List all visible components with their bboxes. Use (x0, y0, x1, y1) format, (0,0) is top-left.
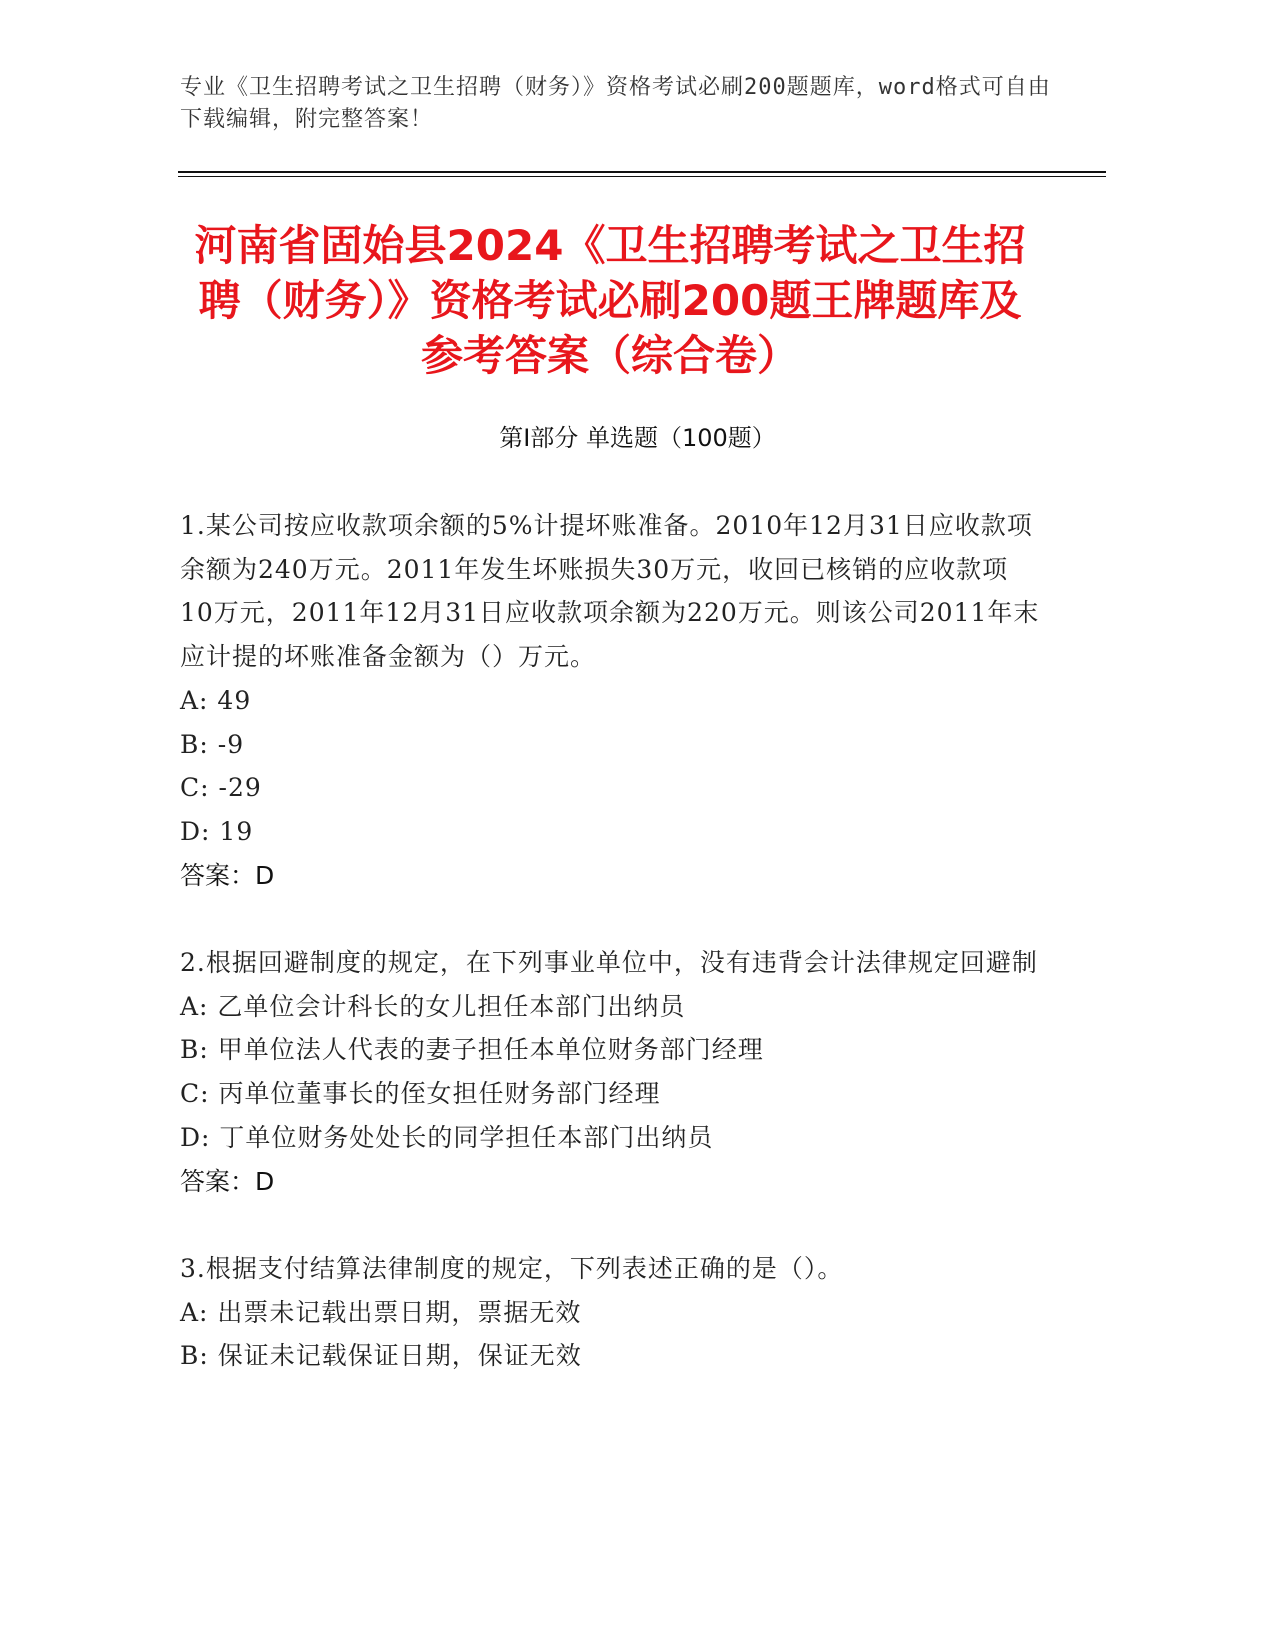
answer: 答案：D (180, 860, 275, 890)
header-divider-thin (178, 176, 1106, 177)
question-stem: 3.根据支付结算法律制度的规定，下列表述正确的是（）。 (180, 1253, 844, 1283)
option-a: A: 乙单位会计科长的女儿担任本部门出纳员 (180, 991, 686, 1021)
header-note: 专业《卫生招聘考试之卫生招聘（财务）》资格考试必刷200题题库，word格式可自由下载编辑，附完整答案！ (180, 75, 1051, 132)
document-title: 河南省固始县2024《卫生招聘考试之卫生招聘（财务）》资格考试必刷200题王牌题库及参考答案（综合卷） (194, 221, 1026, 380)
option-b: B: 甲单位法人代表的妻子担任本单位财务部门经理 (180, 1035, 764, 1065)
question-3 (180, 1247, 1040, 1378)
question-spacer (180, 897, 1040, 941)
question-list (180, 504, 1040, 1378)
question-stem: 1.某公司按应收款项余额的5%计提坏账准备。2010年12月31日应收款项余额为240万元。2011年发生坏账损失30万元，收回已核销的应收款项10万元，2011年12月31日应收款项余额为220万元。则该公司2011年末应计提的坏账准备金额为（）万元。 (180, 511, 1040, 672)
section-title: 第Ⅰ部分 单选题（100题） (499, 424, 776, 452)
option-c: C: 丙单位董事长的侄女担任财务部门经理 (180, 1079, 661, 1109)
question-2 (180, 941, 1040, 1203)
answer: 答案：D (180, 1166, 275, 1196)
option-d: D: 丁单位财务处处长的同学担任本部门出纳员 (180, 1122, 714, 1152)
question-spacer (180, 1203, 1040, 1247)
header-divider-thick (178, 171, 1106, 173)
option-d: D: 19 (180, 816, 254, 846)
option-b: B: -9 (180, 729, 245, 759)
option-a: A: 出票未记载出票日期，票据无效 (180, 1297, 582, 1327)
question-1 (180, 504, 1040, 897)
option-b: B: 保证未记载保证日期，保证无效 (180, 1341, 582, 1371)
question-stem: 2.根据回避制度的规定，在下列事业单位中，没有违背会计法律规定回避制 (180, 948, 1038, 978)
option-c: C: -29 (180, 773, 262, 803)
option-a: A: 49 (180, 685, 252, 715)
